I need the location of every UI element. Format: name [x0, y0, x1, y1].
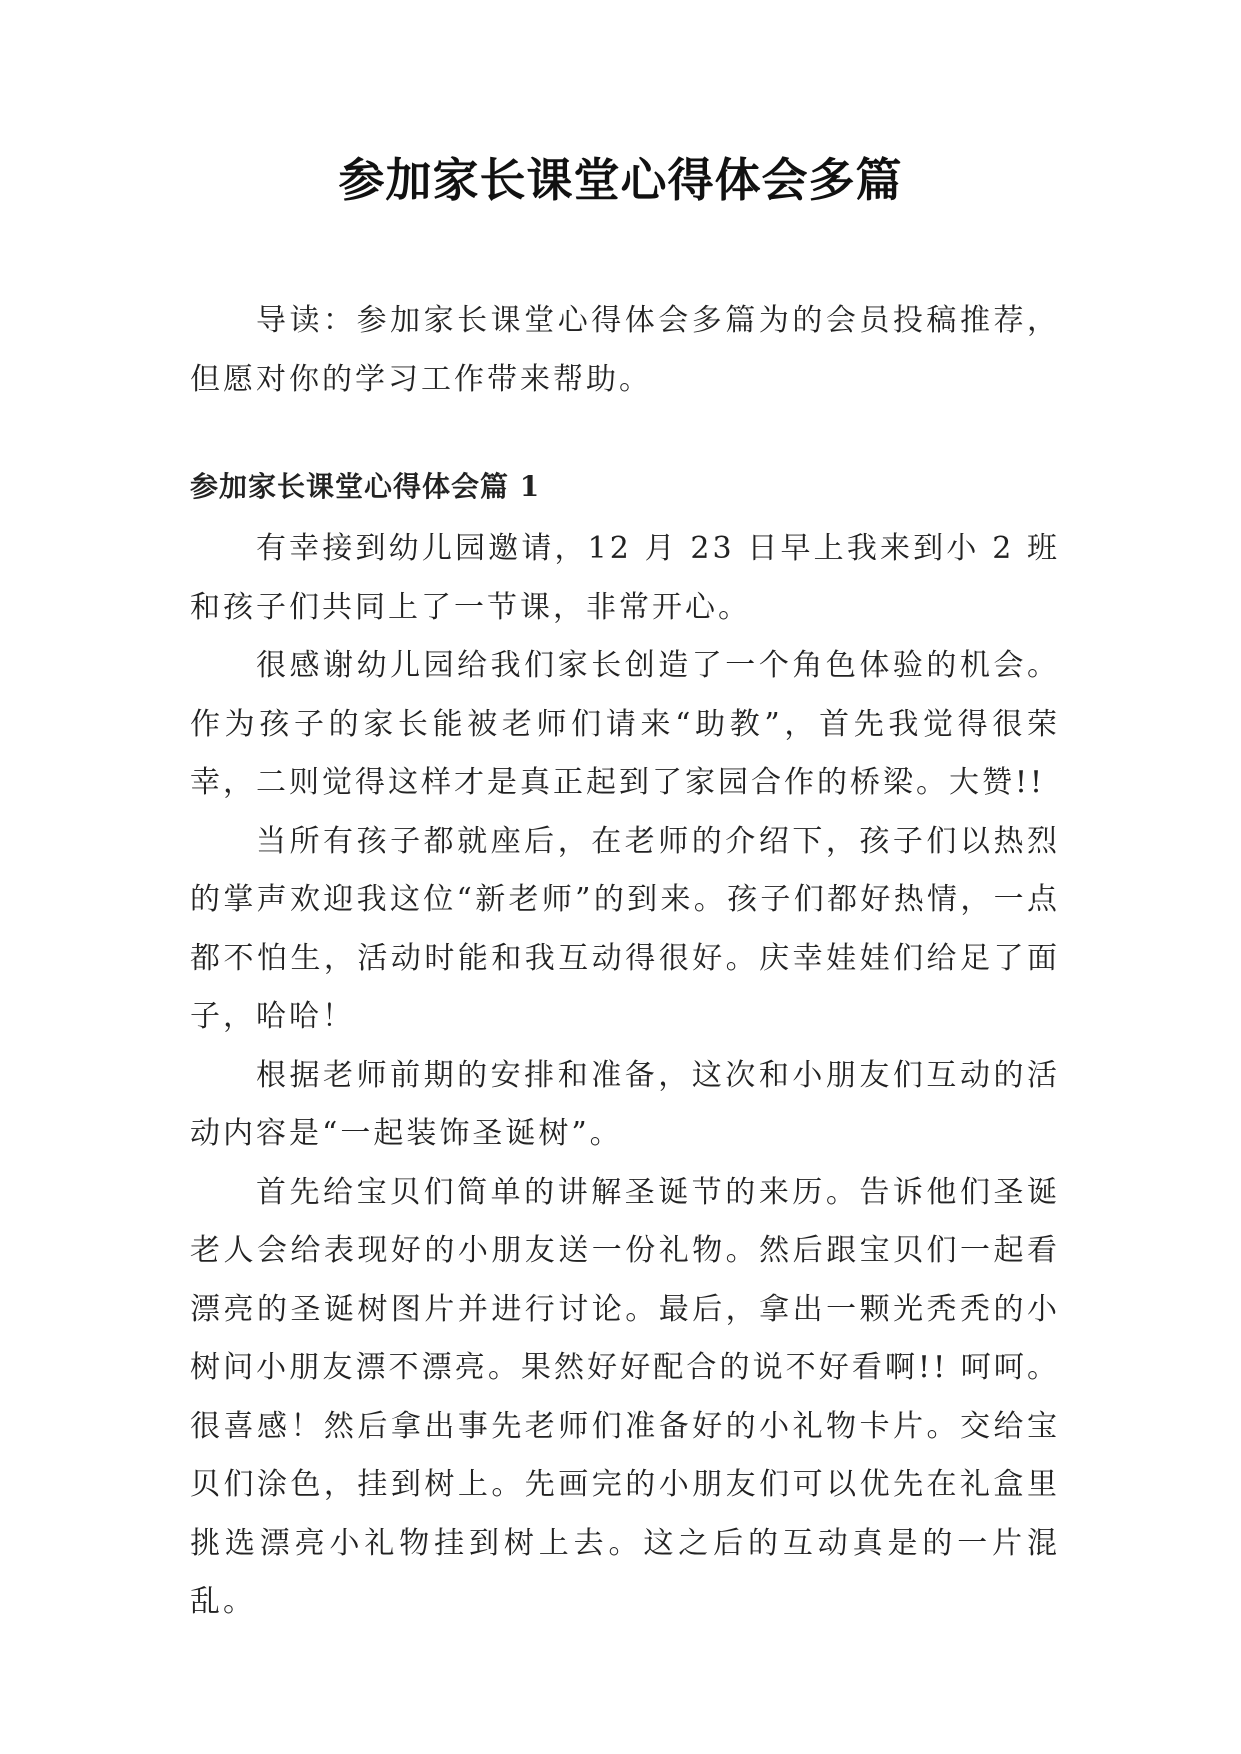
body-paragraph: 有幸接到幼儿园邀请，12 月 23 日早上我来到小 2 班和孩子们共同上了一节课，非常开心。 [190, 531, 1060, 625]
section-content [190, 520, 1060, 1632]
intro-paragraph: 导读：参加家长课堂心得体会多篇为的会员投稿推荐，但愿对你的学习工作带来帮助。 [190, 303, 1060, 397]
body-paragraph: 根据老师前期的安排和准备，这次和小朋友们互动的活动内容是“一起装饰圣诞树”。 [190, 1057, 1060, 1151]
document-title: 参加家长课堂心得体会多篇 [338, 153, 903, 207]
body-paragraph: 首先给宝贝们简单的讲解圣诞节的来历。告诉他们圣诞老人会给表现好的小朋友送一份礼物。然后跟宝贝们一起看漂亮的圣诞树图片并进行讨论。最后，拿出一颗光秃秃的小树问小朋友漂不漂亮。果然好好配合的说不好看啊!! 呵呵。很喜感！然后拿出事先老师们准备好的小礼物卡片。交给宝贝们涂色，挂到树上。先画完的小朋友们可以优先在礼盒里挑选漂亮小礼物挂到树上去。这之后的互动真是的一片混乱。 [190, 1174, 1060, 1619]
section-heading: 参加家长课堂心得体会篇 1 [190, 470, 541, 503]
body-paragraph: 很感谢幼儿园给我们家长创造了一个角色体验的机会。作为孩子的家长能被老师们请来“助教”，首先我觉得很荣幸，二则觉得这样才是真正起到了家园合作的桥梁。大赞!! [190, 648, 1060, 800]
body-paragraph: 当所有孩子都就座后，在老师的介绍下，孩子们以热烈的掌声欢迎我这位“新老师”的到来。孩子们都好热情，一点都不怕生，活动时能和我互动得很好。庆幸娃娃们给足了面子，哈哈！ [190, 823, 1060, 1034]
